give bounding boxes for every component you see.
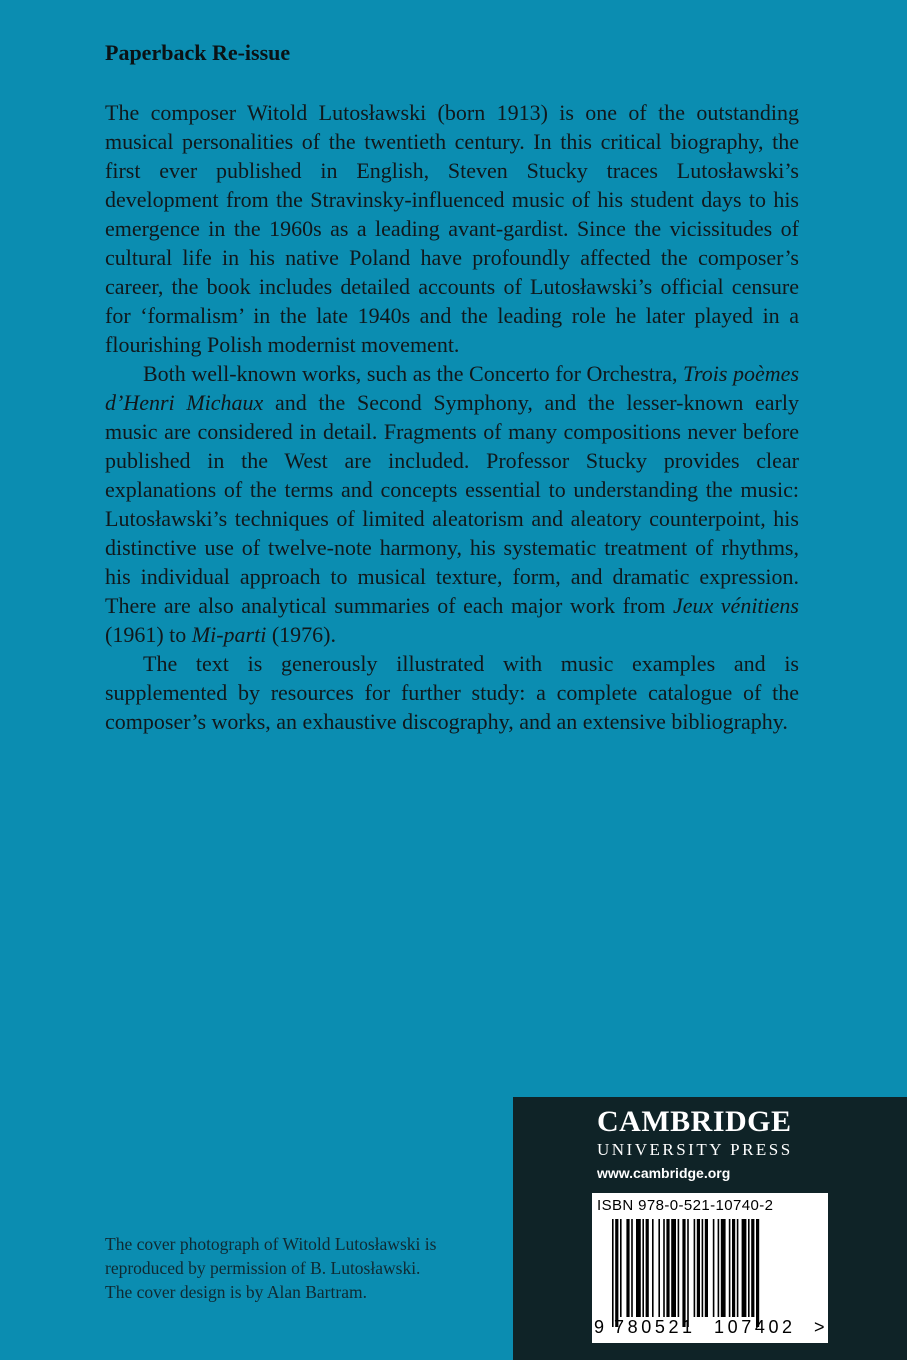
blurb-paragraph-3: The text is generously illustrated with music examples and is supplemented by resources for further study: a complete catalogue of the composer’s works, an exhaustive discography, and an extensive bibliography. — [105, 651, 799, 734]
credit-line: The cover design is by Alan Bartram. — [105, 1282, 367, 1302]
publisher-panel — [513, 1097, 907, 1360]
barcode-bar — [721, 1219, 726, 1317]
barcode-bar — [732, 1219, 735, 1317]
blurb-text — [105, 98, 799, 736]
barcode-bar — [756, 1219, 759, 1327]
barcode-bar — [718, 1219, 720, 1317]
text-run: (1976). — [266, 622, 336, 647]
barcode-bar — [646, 1219, 649, 1317]
text-run: (1961) to — [105, 622, 192, 647]
credit-line: reproduced by permission of B. Lutosławski. — [105, 1258, 421, 1278]
barcode-bar — [748, 1219, 750, 1317]
barcode-digit-group: 780521 — [614, 1317, 696, 1337]
blurb-paragraph-1: The composer Witold Lutosławski (born 1913) is one of the outstanding musical personalities of the twentieth century. In this critical biography, the first ever published in English, Steven Stucky traces Lutosławski’s development from the Stravinsky-influenced music of his student days to his emergence in the 1960s as a leading avant-gardist. Since the vicissitudes of cultural life in his native Poland have profoundly affected the composer’s career, the book includes detailed accounts of Lutosławski’s official censure for ‘formalism’ in the late 1940s and the leading role he later played in a flourishing Polish modernist movement. — [105, 100, 799, 357]
barcode-digit-group: > — [814, 1317, 825, 1337]
barcode-bar — [671, 1219, 676, 1317]
barcode-bar — [620, 1219, 622, 1317]
publisher-url: www.cambridge.org — [597, 1165, 731, 1181]
barcode-bar — [666, 1219, 669, 1317]
barcode-bar — [631, 1219, 633, 1317]
blurb-paragraph-2 — [105, 359, 799, 649]
publisher-logo: CAMBRIDGE — [597, 1105, 792, 1138]
barcode-bar — [663, 1219, 665, 1317]
barcode — [592, 1193, 828, 1343]
barcode-bar — [702, 1219, 704, 1317]
text-run: Both well-known works, such as the Concerto for Orchestra, — [143, 361, 684, 386]
text-run: and the Second Symphony, and the lesser-known early music are considered in detail. Fragments of many compositions never before published in the West are included. Professor Stucky provides clear explanations of the terms and concepts essential to understanding the music: Lutosławski’s techniques of limited aleatorism and aleatory counterpoint, his distinctive use of twelve-note harmony, his systematic treatment of rhythms, his individual approach to musical texture, form, and dramatic expression. There are also analytical summaries of each major work from — [105, 390, 799, 618]
isbn-label: ISBN 978-0-521-10740-2 — [597, 1197, 774, 1214]
barcode-bar — [705, 1219, 708, 1317]
barcode-bar — [697, 1219, 700, 1317]
barcode-bar — [636, 1219, 641, 1317]
barcode-bar — [626, 1219, 629, 1317]
barcode-digit-group: 107402 — [714, 1317, 796, 1337]
barcode-bar — [687, 1219, 689, 1327]
work-title: Jeux vénitiens — [672, 593, 799, 618]
barcode-bar — [678, 1219, 680, 1317]
credit-line: The cover photograph of Witold Lutosławski is — [105, 1234, 437, 1254]
barcode-digit-group: 9 — [594, 1317, 605, 1337]
barcode-bar — [737, 1219, 739, 1317]
work-title: Mi-parti — [191, 622, 267, 647]
barcode-bar — [694, 1219, 696, 1317]
barcode-bar — [682, 1219, 685, 1327]
work-title: Trois poèmes d’Henri Michaux — [105, 361, 800, 415]
publisher-subtitle: UNIVERSITY PRESS — [597, 1140, 793, 1159]
barcode-bar — [713, 1219, 715, 1317]
barcode-bar — [751, 1219, 754, 1317]
barcode-bar — [642, 1219, 644, 1317]
barcode-bar — [652, 1219, 654, 1317]
barcode-bar — [742, 1219, 747, 1317]
barcode-bar — [658, 1219, 660, 1317]
barcode-bar — [615, 1219, 618, 1327]
section-heading: Paperback Re-issue — [105, 40, 291, 65]
barcode-bar — [612, 1219, 614, 1327]
cover-credits — [105, 1232, 436, 1304]
barcode-bar — [729, 1219, 731, 1317]
